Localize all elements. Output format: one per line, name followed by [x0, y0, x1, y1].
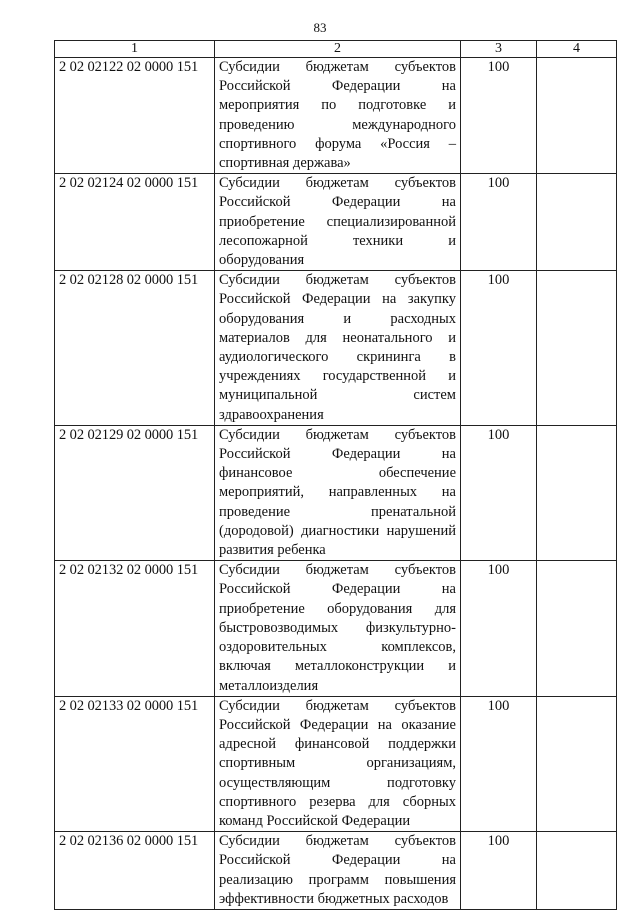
column-3-value-cell: 100: [461, 696, 537, 831]
revenue-name-cell: Субсидии бюджетам субъектов Российской Федерации на мероприятия по подготовке и проведению международного спортивного форума «Россия – спортивная держава»: [215, 58, 461, 174]
budget-code-cell: 2 02 02129 02 0000 151: [55, 425, 215, 560]
table-row: [55, 58, 617, 174]
table-row: [55, 696, 617, 831]
column-header-2: 2: [215, 41, 461, 58]
column-4-value-cell: [537, 58, 617, 174]
table-row: [55, 832, 617, 910]
table-row: [55, 174, 617, 271]
budget-code-cell: 2 02 02128 02 0000 151: [55, 271, 215, 426]
column-3-value-cell: 100: [461, 271, 537, 426]
budget-code-cell: 2 02 02124 02 0000 151: [55, 174, 215, 271]
revenue-name-cell: Субсидии бюджетам субъектов Российской Федерации на закупку оборудования и расходных материалов для неонатального и аудиологического скрининга в учреждениях государственной и муниципальной систем здравоохранения: [215, 271, 461, 426]
column-3-value-cell: 100: [461, 832, 537, 910]
table-row: [55, 561, 617, 696]
column-3-value-cell: 100: [461, 174, 537, 271]
column-4-value-cell: [537, 425, 617, 560]
revenue-name-cell: Субсидии бюджетам субъектов Российской Федерации на финансовое обеспечение мероприятий, направленных на проведение пренатальной (дородовой) диагностики нарушений развития ребенка: [215, 425, 461, 560]
revenue-name-cell: Субсидии бюджетам субъектов Российской Федерации на приобретение специализированной лесопожарной техники и оборудования: [215, 174, 461, 271]
table-row: [55, 425, 617, 560]
table-row: [55, 271, 617, 426]
column-4-value-cell: [537, 271, 617, 426]
budget-code-cell: 2 02 02132 02 0000 151: [55, 561, 215, 696]
column-header-4: 4: [537, 41, 617, 58]
column-4-value-cell: [537, 174, 617, 271]
budget-table: [54, 40, 617, 910]
budget-code-cell: 2 02 02122 02 0000 151: [55, 58, 215, 174]
column-header-1: 1: [55, 41, 215, 58]
budget-code-cell: 2 02 02133 02 0000 151: [55, 696, 215, 831]
budget-code-cell: 2 02 02136 02 0000 151: [55, 832, 215, 910]
column-4-value-cell: [537, 696, 617, 831]
revenue-name-cell: Субсидии бюджетам субъектов Российской Федерации на оказание адресной финансовой поддержки спортивным организациям, осуществляющим подготовку спортивного резерва для сборных команд Российской Федерации: [215, 696, 461, 831]
column-4-value-cell: [537, 561, 617, 696]
page-number: 83: [313, 20, 327, 35]
column-3-value-cell: 100: [461, 561, 537, 696]
table-header-row: [55, 41, 617, 58]
column-3-value-cell: 100: [461, 425, 537, 560]
revenue-name-cell: Субсидии бюджетам субъектов Российской Федерации на приобретение оборудования для быстровозводимых физкультурно-оздоровительных комплексов, включая металлоконструкции и металлоизделия: [215, 561, 461, 696]
column-4-value-cell: [537, 832, 617, 910]
column-3-value-cell: 100: [461, 58, 537, 174]
column-header-3: 3: [461, 41, 537, 58]
revenue-name-cell: Субсидии бюджетам субъектов Российской Федерации на реализацию программ повышения эффективности бюджетных расходов: [215, 832, 461, 910]
